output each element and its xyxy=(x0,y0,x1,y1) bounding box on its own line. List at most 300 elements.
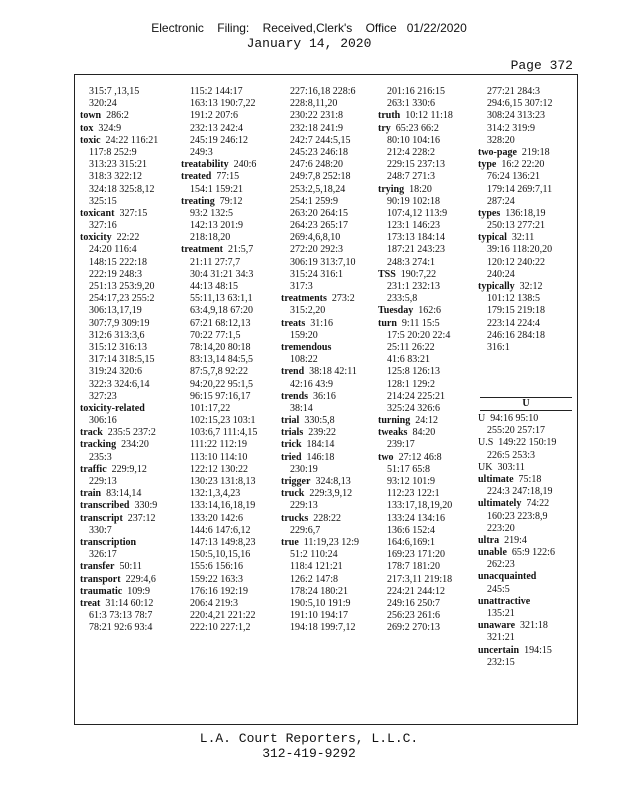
index-continuation: 122:12 130:22 xyxy=(190,463,249,475)
index-continuation: 254:17,23 255:2 xyxy=(89,293,155,305)
index-term: toxicity-related xyxy=(80,402,145,414)
index-term: typical xyxy=(478,232,507,244)
filing-stamp: Electronic Filing: Received,Clerk's Office 01/22/2020 xyxy=(151,21,467,35)
index-continuation: 176:16 192:19 xyxy=(190,585,249,597)
index-continuation: 113:10 114:10 xyxy=(190,451,248,463)
index-continuation: 230:19 xyxy=(290,463,318,475)
index-continuation: 239:17 xyxy=(387,439,415,451)
index-refs: 235:5 237:2 xyxy=(107,427,156,439)
index-continuation: 38:14 xyxy=(290,402,313,414)
index-refs: 27:12 46:8 xyxy=(398,451,442,463)
index-entry xyxy=(478,596,566,608)
index-continuation: 67:21 68:12,13 xyxy=(190,317,251,329)
index-continuation: 191:10 194:17 xyxy=(290,610,349,622)
index-entry xyxy=(478,645,566,657)
index-refs: 229:3,9,12 xyxy=(309,488,353,500)
index-refs: 219:18 xyxy=(521,146,550,158)
index-entry xyxy=(478,159,566,171)
index-continuation: 247:6 248:20 xyxy=(290,159,344,171)
index-continuation: 144:6 147:6,12 xyxy=(190,524,251,536)
index-term: treated xyxy=(181,171,212,183)
index-continuation: 41:6 83:21 xyxy=(387,354,431,366)
index-continuation: 93:12 101:9 xyxy=(387,476,436,487)
index-entry xyxy=(378,318,466,330)
index-continuation: 249:16 250:7 xyxy=(387,597,441,609)
index-term: transcript xyxy=(80,512,123,524)
index-entry xyxy=(478,413,566,425)
index-continuation: 51:2 110:24 xyxy=(290,549,338,561)
index-continuation: 269:4,6,8,10 xyxy=(290,232,341,244)
index-refs: 21:5,7 xyxy=(228,244,254,256)
index-continuation: 327:16 xyxy=(89,220,117,232)
index-continuation: 123:1 146:23 xyxy=(387,220,441,232)
index-continuation: 44:13 48:15 xyxy=(190,281,239,292)
index-continuation: 135:21 xyxy=(487,608,515,619)
index-term: unacquainted xyxy=(478,571,537,583)
index-continuation: 245:23 246:18 xyxy=(290,146,349,158)
reporter-name: L.A. Court Reporters, L.L.C. xyxy=(199,731,419,746)
index-entry xyxy=(378,123,466,135)
index-refs: 234:20 xyxy=(121,439,149,451)
index-continuation: 159:20 xyxy=(290,329,318,341)
index-continuation: 325:15 xyxy=(89,195,117,207)
index-term: toxic xyxy=(80,134,101,146)
index-continuation: 224:3 247:18,19 xyxy=(487,486,553,498)
index-continuation: 214:24 225:21 xyxy=(387,390,446,402)
index-continuation: 315:2,20 xyxy=(290,305,326,317)
index-column-5 xyxy=(478,86,566,354)
index-continuation: 169:23 171:20 xyxy=(387,549,446,561)
index-entry xyxy=(478,437,566,449)
index-continuation: 132:1,3,4,23 xyxy=(190,488,241,500)
index-entry xyxy=(378,110,466,122)
index-entry xyxy=(80,427,168,439)
index-continuation: 118:4 121:21 xyxy=(290,561,343,573)
index-continuation: 125:8 126:13 xyxy=(387,366,441,378)
index-refs: 18:20 xyxy=(409,183,432,195)
index-continuation: 39:16 118:20,20 xyxy=(487,244,553,256)
index-continuation: 212:4 228:2 xyxy=(387,146,436,158)
index-continuation: 242:7 244:5,15 xyxy=(290,134,351,146)
index-continuation: 222:19 248:3 xyxy=(89,268,143,280)
index-refs: 94:16 95:10 xyxy=(490,413,539,424)
index-continuation: 220:4,21 221:22 xyxy=(190,610,256,622)
index-refs: 303:11 xyxy=(497,461,525,473)
index-entry xyxy=(80,232,168,244)
index-entry xyxy=(80,488,168,500)
index-continuation: 150:5,10,15,16 xyxy=(190,549,251,561)
index-entry xyxy=(80,439,168,451)
index-continuation: 223:14 224:4 xyxy=(487,317,541,329)
index-continuation: 328:20 xyxy=(487,134,515,146)
index-continuation: 142:13 201:9 xyxy=(190,220,244,232)
index-refs: 194:15 xyxy=(524,644,552,656)
index-refs: 146:18 xyxy=(306,451,335,463)
index-refs: 32:11 xyxy=(511,232,535,244)
index-entry xyxy=(478,147,566,159)
index-entry xyxy=(80,574,168,586)
index-continuation: 277:21 284:3 xyxy=(487,86,541,97)
index-term: trying xyxy=(378,183,405,195)
index-continuation: 246:16 284:18 xyxy=(487,329,546,341)
index-refs: 31:16 xyxy=(310,317,334,329)
index-refs: 237:12 xyxy=(127,512,156,524)
index-continuation: 223:20 xyxy=(487,522,515,534)
index-entry xyxy=(281,342,369,354)
index-term: U xyxy=(478,413,486,424)
index-refs: 228:22 xyxy=(313,512,342,524)
index-entry xyxy=(80,123,168,135)
index-entry xyxy=(281,293,369,305)
index-continuation: 147:13 149:8,23 xyxy=(190,536,256,548)
index-term: truth xyxy=(378,110,401,122)
index-refs: 330:9 xyxy=(134,500,158,512)
index-continuation: 61:3 73:13 78:7 xyxy=(89,610,153,622)
index-term: toxicity xyxy=(80,232,112,244)
index-term: two xyxy=(378,451,394,463)
index-continuation: 117:8 252:9 xyxy=(89,146,137,158)
index-continuation: 229:6,7 xyxy=(290,524,321,536)
index-refs: 84:20 xyxy=(412,427,436,439)
index-continuation: 115:2 144:17 xyxy=(190,86,243,97)
index-entry xyxy=(281,427,369,439)
index-continuation: 206:4 219:3 xyxy=(190,597,239,609)
index-continuation: 248:7 271:3 xyxy=(387,171,436,183)
index-continuation: 133:17,18,19,20 xyxy=(387,500,453,512)
reporter-phone: 312-419-9292 xyxy=(262,746,356,761)
footer xyxy=(0,731,618,761)
index-continuation: 316:1 xyxy=(487,341,510,353)
index-continuation: 190:5,10 191:9 xyxy=(290,597,351,609)
index-term: Tuesday xyxy=(378,305,414,317)
index-continuation: 25:11 26:22 xyxy=(387,341,435,353)
index-continuation: 179:14 269:7,11 xyxy=(487,183,553,195)
index-continuation: 42:16 43:9 xyxy=(290,378,334,390)
index-continuation: 24:20 116:4 xyxy=(89,244,137,256)
index-column-4 xyxy=(378,86,466,634)
index-continuation: 315:24 316:1 xyxy=(290,268,344,280)
index-refs: 50:11 xyxy=(119,561,142,573)
index-term: types xyxy=(478,207,501,219)
index-refs: 79:12 xyxy=(219,195,243,207)
index-continuation: 76:24 136:21 xyxy=(487,171,541,183)
index-continuation: 325:24 326:6 xyxy=(387,402,441,414)
index-term: transcribed xyxy=(80,500,130,512)
index-refs: 83:14,14 xyxy=(106,488,142,500)
index-entry xyxy=(378,427,466,439)
index-term: transfer xyxy=(80,561,115,573)
index-refs: 219:4 xyxy=(504,534,527,546)
index-term: unaware xyxy=(478,620,516,632)
index-continuation: 255:20 257:17 xyxy=(487,425,546,437)
index-refs: 65:23 66:2 xyxy=(395,122,439,134)
index-term: treatability xyxy=(181,159,229,171)
index-entry xyxy=(478,281,566,293)
index-term: treats xyxy=(281,317,306,329)
index-entry xyxy=(80,513,168,525)
index-entry xyxy=(80,135,168,147)
index-term: tweaks xyxy=(378,427,408,439)
index-refs: 229:9,12 xyxy=(111,463,147,475)
index-continuation: 107:4,12 113:9 xyxy=(387,207,448,219)
index-refs: 324:9 xyxy=(98,122,122,134)
index-entry xyxy=(478,620,566,632)
index-continuation: 194:18 199:7,12 xyxy=(290,622,356,634)
index-continuation: 21:11 27:7,7 xyxy=(190,256,241,268)
index-entry xyxy=(478,462,566,474)
index-term: turn xyxy=(378,317,397,329)
index-continuation: 78:21 92:6 93:4 xyxy=(89,622,153,634)
index-continuation: 324:18 325:8,12 xyxy=(89,183,155,195)
index-term: trial xyxy=(281,415,300,427)
index-column-3 xyxy=(281,86,369,634)
index-continuation: 232:15 xyxy=(487,656,515,668)
page-number: Page 372 xyxy=(510,58,573,73)
index-continuation: 245:19 246:12 xyxy=(190,134,249,146)
index-entry xyxy=(80,598,168,610)
index-entry xyxy=(478,571,566,583)
index-column-2 xyxy=(181,86,269,634)
index-refs: 22:22 xyxy=(116,232,140,244)
index-entry xyxy=(80,561,168,573)
transcript-date: January 14, 2020 xyxy=(246,36,372,51)
index-refs: 240:6 xyxy=(233,159,257,171)
index-refs: 184:14 xyxy=(306,439,335,451)
index-term: try xyxy=(378,122,391,134)
index-continuation: 256:23 261:6 xyxy=(387,610,441,622)
index-continuation: 173:13 184:14 xyxy=(387,232,446,244)
index-entry xyxy=(80,110,168,122)
index-continuation: 240:24 xyxy=(487,268,515,280)
index-entry xyxy=(478,232,566,244)
index-term: treating xyxy=(181,195,215,207)
index-continuation: 245:5 xyxy=(487,583,510,595)
index-continuation: 101:12 138:5 xyxy=(487,293,541,305)
index-entry xyxy=(281,476,369,488)
index-continuation: 159:22 163:3 xyxy=(190,573,244,585)
index-entry xyxy=(80,586,168,598)
index-term: ultimate xyxy=(478,473,514,485)
index-term: true xyxy=(281,536,299,548)
index-continuation: 306:19 313:7,10 xyxy=(290,256,356,268)
index-entry xyxy=(281,488,369,500)
index-refs: 75:18 xyxy=(518,473,542,485)
index-continuation: 229:13 xyxy=(290,500,318,512)
index-entry xyxy=(80,403,168,415)
index-refs: 330:5,8 xyxy=(304,415,335,427)
index-refs: 11:19,23 12:9 xyxy=(303,536,359,548)
index-continuation: 306:13,17,19 xyxy=(89,305,142,317)
index-continuation: 111:22 112:19 xyxy=(190,439,247,451)
index-refs: 239:22 xyxy=(308,427,336,439)
index-continuation: 229:15 237:13 xyxy=(387,159,446,171)
index-entry xyxy=(281,439,369,451)
index-term: traffic xyxy=(80,463,107,475)
index-entry xyxy=(378,415,466,427)
index-continuation: 87:5,7,8 92:22 xyxy=(190,366,249,378)
index-continuation: 133:20 142:6 xyxy=(190,512,244,524)
index-entry xyxy=(478,474,566,486)
index-continuation: 232:18 241:9 xyxy=(290,122,344,134)
index-continuation: 322:3 324:6,14 xyxy=(89,378,150,390)
index-refs: 162:6 xyxy=(418,305,441,317)
index-continuation: 201:16 216:15 xyxy=(387,86,446,97)
index-continuation: 315:12 316:13 xyxy=(89,341,148,353)
index-refs: 286:2 xyxy=(106,110,129,122)
index-term: typically xyxy=(478,281,515,292)
index-continuation: 90:19 102:18 xyxy=(387,195,441,207)
index-refs: 9:11 15:5 xyxy=(401,317,440,329)
index-continuation: 315:7 ,13,15 xyxy=(89,86,140,97)
index-continuation: 272:20 292:3 xyxy=(290,244,344,256)
index-continuation: 130:23 131:8,13 xyxy=(190,476,256,487)
index-continuation: 228:8,11,20 xyxy=(290,98,338,110)
index-column-5-continued xyxy=(478,413,566,669)
index-term: unable xyxy=(478,547,507,559)
index-continuation: 55:11,13 63:1,1 xyxy=(190,293,253,305)
index-continuation: 264:23 265:17 xyxy=(290,220,349,232)
index-term: trigger xyxy=(281,476,311,487)
index-continuation: 94:20,22 95:1,5 xyxy=(190,378,254,390)
index-continuation: 112:23 122:1 xyxy=(387,488,440,500)
index-entry xyxy=(378,452,466,464)
index-continuation: 321:21 xyxy=(487,632,515,644)
index-continuation: 263:20 264:15 xyxy=(290,207,349,219)
index-refs: 136:18,19 xyxy=(505,207,546,219)
index-term: toxicant xyxy=(80,207,115,219)
index-continuation: 148:15 222:18 xyxy=(89,256,148,268)
index-entry xyxy=(478,547,566,559)
index-continuation: 133:24 134:16 xyxy=(387,512,446,524)
index-entry xyxy=(181,171,269,183)
index-refs: 24:22 116:21 xyxy=(105,134,159,146)
index-continuation: 103:6,7 111:4,15 xyxy=(190,427,258,439)
index-refs: 65:9 122:6 xyxy=(511,547,555,559)
index-entry xyxy=(478,208,566,220)
index-continuation: 120:12 240:22 xyxy=(487,256,546,268)
index-refs: 38:18 42:11 xyxy=(309,366,357,378)
index-refs: 324:8,13 xyxy=(315,476,351,487)
index-term: trend xyxy=(281,366,305,378)
index-term: trends xyxy=(281,390,309,402)
index-continuation: 308:24 313:23 xyxy=(487,110,546,122)
index-continuation: 128:1 129:2 xyxy=(387,378,436,390)
index-continuation: 30:4 31:21 34:3 xyxy=(190,268,254,280)
index-continuation: 222:10 227:1,2 xyxy=(190,622,251,634)
index-term: two-page xyxy=(478,146,517,158)
index-term: trucks xyxy=(281,512,309,524)
index-term: unattractive xyxy=(478,595,531,607)
index-continuation: 126:2 147:8 xyxy=(290,573,339,585)
index-continuation: 307:7,9 309:19 xyxy=(89,317,150,329)
index-refs: 32:12 xyxy=(519,281,543,292)
index-term: truck xyxy=(281,488,305,500)
index-continuation: 317:14 318:5,15 xyxy=(89,354,155,366)
index-refs: 229:4,6 xyxy=(125,573,156,585)
index-continuation: 229:13 xyxy=(89,476,117,487)
index-continuation: 83:13,14 84:5,5 xyxy=(190,354,254,366)
index-refs: 77:15 xyxy=(216,171,240,183)
index-continuation: 249:7,8 252:18 xyxy=(290,171,351,183)
index-refs: 321:18 xyxy=(520,620,548,632)
index-entry xyxy=(181,159,269,171)
index-continuation: 306:16 xyxy=(89,415,117,427)
index-refs: 24:12 xyxy=(415,415,439,427)
index-continuation: 224:21 244:12 xyxy=(387,585,446,597)
index-entry xyxy=(181,196,269,208)
index-term: tox xyxy=(80,122,94,134)
index-term: TSS xyxy=(378,268,396,280)
index-continuation: 233:5,8 xyxy=(387,293,418,305)
index-continuation: 164:6,169:1 xyxy=(387,536,436,548)
index-term: transport xyxy=(80,573,121,585)
index-continuation: 108:22 xyxy=(290,354,318,366)
index-term: U.S xyxy=(478,437,494,449)
index-entry xyxy=(281,415,369,427)
index-entry xyxy=(80,464,168,476)
index-continuation: 269:2 270:13 xyxy=(387,622,441,634)
index-entry xyxy=(80,537,168,549)
index-entry xyxy=(478,498,566,510)
index-continuation: 318:3 322:12 xyxy=(89,171,143,183)
index-continuation: 78:14,20 80:18 xyxy=(190,341,251,353)
index-entry xyxy=(281,537,369,549)
index-continuation: 313:23 315:21 xyxy=(89,159,148,171)
index-continuation: 101:17,22 xyxy=(190,402,231,414)
index-term: tracking xyxy=(80,439,117,451)
index-entry xyxy=(378,305,466,317)
index-continuation: 80:10 104:16 xyxy=(387,134,441,146)
index-term: tried xyxy=(281,451,302,463)
index-continuation: 178:24 180:21 xyxy=(290,585,349,597)
index-continuation: 326:17 xyxy=(89,549,117,561)
index-continuation: 319:24 320:6 xyxy=(89,366,143,378)
index-term: type xyxy=(478,159,497,171)
index-entry xyxy=(281,513,369,525)
index-continuation: 133:14,16,18,19 xyxy=(190,500,256,512)
index-continuation: 249:3 xyxy=(190,146,213,158)
index-continuation: 248:3 274:1 xyxy=(387,256,436,268)
index-continuation: 251:13 253:9,20 xyxy=(89,281,155,292)
index-continuation: 231:1 232:13 xyxy=(387,281,441,292)
index-continuation: 96:15 97:16,17 xyxy=(190,390,251,402)
index-term: train xyxy=(80,488,102,500)
index-term: transcription xyxy=(80,536,137,548)
index-entry xyxy=(378,269,466,281)
index-refs: 327:15 xyxy=(119,207,148,219)
index-refs: 190:7,22 xyxy=(400,268,437,280)
index-term: trials xyxy=(281,427,304,439)
index-continuation: 314:2 319:9 xyxy=(487,122,536,134)
index-continuation: 330:7 xyxy=(89,524,112,536)
index-continuation: 93:2 132:5 xyxy=(190,207,234,219)
index-continuation: 191:2 207:6 xyxy=(190,110,239,122)
index-term: tremendous xyxy=(281,341,332,353)
index-continuation: 327:23 xyxy=(89,390,117,402)
index-refs: 109:9 xyxy=(127,585,150,597)
index-continuation: 155:6 156:16 xyxy=(190,561,244,573)
index-entry xyxy=(281,318,369,330)
index-continuation: 250:13 277:21 xyxy=(487,220,546,232)
index-continuation: 163:13 190:7,22 xyxy=(190,98,256,110)
index-entry xyxy=(80,208,168,220)
index-continuation: 136:6 152:4 xyxy=(387,524,436,536)
index-continuation: 226:5 253:3 xyxy=(487,449,536,461)
index-term: trick xyxy=(281,439,302,451)
index-term: traumatic xyxy=(80,585,123,597)
index-entry xyxy=(181,244,269,256)
index-term: treatment xyxy=(181,244,224,256)
